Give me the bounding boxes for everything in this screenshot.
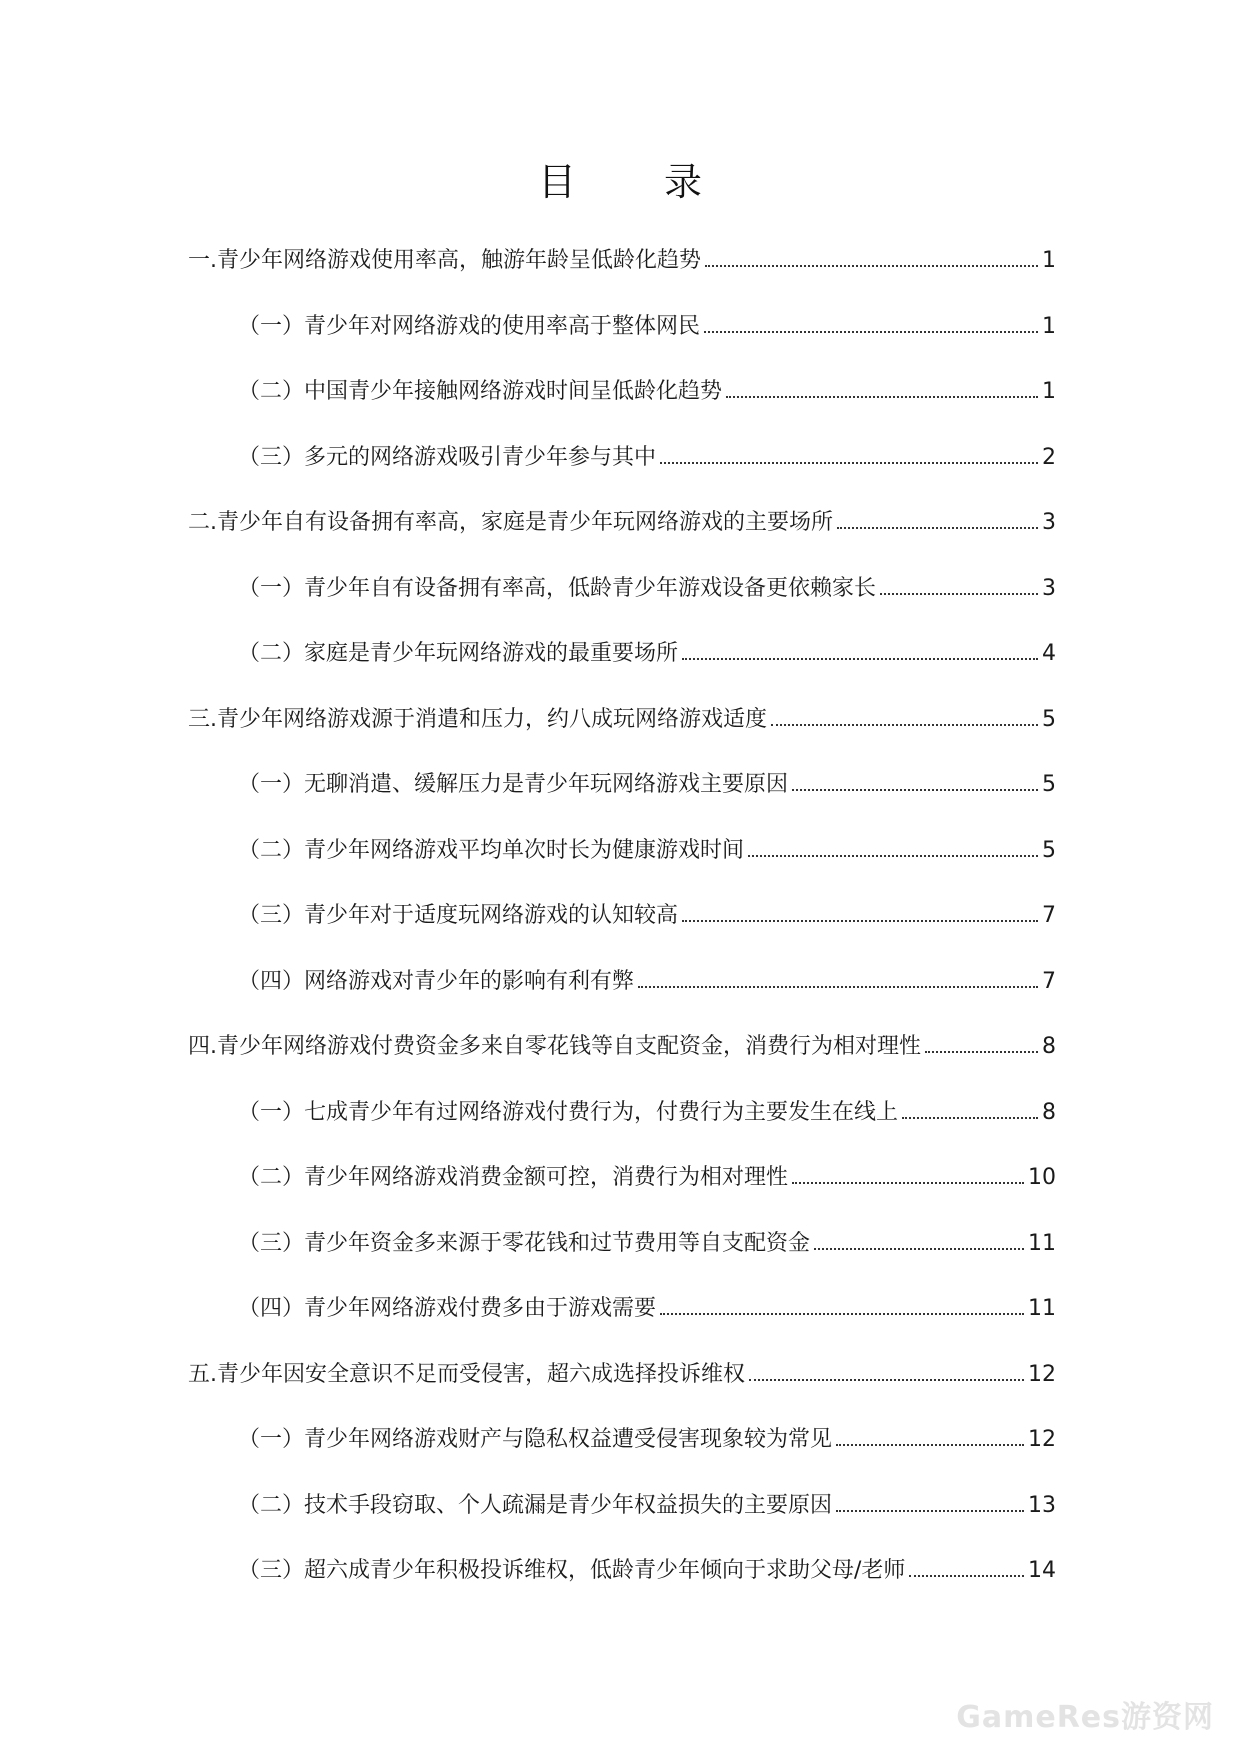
toc-entry-label: （二）家庭是青少年玩网络游戏的最重要场所 bbox=[238, 641, 679, 666]
toc-subsection-entry[interactable] bbox=[188, 377, 1056, 443]
table-of-contents bbox=[188, 246, 1056, 1622]
toc-section-entry[interactable] bbox=[188, 705, 1056, 771]
toc-entry-label: （一）无聊消遣、缓解压力是青少年玩网络游戏主要原因 bbox=[238, 772, 789, 797]
toc-dot-leader bbox=[682, 658, 1038, 660]
toc-entry-label: （一）七成青少年有过网络游戏付费行为，付费行为主要发生在线上 bbox=[238, 1099, 899, 1125]
toc-dot-leader bbox=[682, 920, 1038, 922]
toc-page-number: 8 bbox=[1042, 1099, 1056, 1125]
toc-subsection-entry[interactable] bbox=[188, 901, 1056, 967]
toc-dot-leader bbox=[705, 265, 1038, 267]
toc-page-number: 12 bbox=[1028, 1361, 1056, 1387]
toc-dot-leader bbox=[748, 855, 1038, 857]
toc-entry-label: 二.青少年自有设备拥有率高，家庭是青少年玩网络游戏的主要场所 bbox=[188, 510, 833, 535]
toc-dot-leader bbox=[660, 462, 1038, 464]
toc-dot-leader bbox=[909, 1575, 1024, 1577]
toc-entry-label: （一）青少年自有设备拥有率高，低龄青少年游戏设备更依赖家长 bbox=[238, 575, 877, 601]
toc-dot-leader bbox=[726, 396, 1038, 398]
toc-page-number: 11 bbox=[1028, 1296, 1056, 1321]
toc-subsection-entry[interactable] bbox=[188, 443, 1056, 509]
toc-entry-label: （三）青少年资金多来源于零花钱和过节费用等自支配资金 bbox=[238, 1230, 811, 1256]
toc-dot-leader bbox=[638, 986, 1038, 988]
toc-page-number: 13 bbox=[1028, 1492, 1056, 1518]
toc-entry-label: （二）中国青少年接触网络游戏时间呈低龄化趋势 bbox=[238, 379, 723, 404]
toc-subsection-entry[interactable] bbox=[188, 836, 1056, 902]
toc-page-number: 10 bbox=[1028, 1165, 1056, 1190]
toc-page-number: 5 bbox=[1042, 706, 1056, 732]
toc-entry-label: （二）技术手段窃取、个人疏漏是青少年权益损失的主要原因 bbox=[238, 1492, 833, 1518]
toc-dot-leader bbox=[771, 724, 1038, 726]
toc-entry-label: （四）青少年网络游戏付费多由于游戏需要 bbox=[238, 1296, 657, 1321]
toc-subsection-entry[interactable] bbox=[188, 1491, 1056, 1557]
toc-subsection-entry[interactable] bbox=[188, 1294, 1056, 1360]
toc-page-number: 14 bbox=[1028, 1558, 1056, 1583]
toc-dot-leader bbox=[660, 1313, 1024, 1315]
toc-page-number: 5 bbox=[1042, 772, 1056, 797]
toc-dot-leader bbox=[792, 1182, 1024, 1184]
watermark-logo: GameRes游资网 bbox=[956, 1700, 1214, 1735]
toc-dot-leader bbox=[925, 1051, 1038, 1053]
toc-entry-label: （二）青少年网络游戏平均单次时长为健康游戏时间 bbox=[238, 837, 745, 863]
toc-section-entry[interactable] bbox=[188, 508, 1056, 574]
toc-page-number: 5 bbox=[1042, 837, 1056, 863]
toc-entry-label: （三）青少年对于适度玩网络游戏的认知较高 bbox=[238, 903, 679, 928]
toc-section-entry[interactable] bbox=[188, 246, 1056, 312]
toc-subsection-entry[interactable] bbox=[188, 967, 1056, 1033]
toc-page-number: 8 bbox=[1042, 1034, 1056, 1059]
toc-entry-label: （三）多元的网络游戏吸引青少年参与其中 bbox=[238, 444, 657, 470]
toc-subsection-entry[interactable] bbox=[188, 639, 1056, 705]
toc-subsection-entry[interactable] bbox=[188, 770, 1056, 836]
toc-entry-label: （一）青少年网络游戏财产与隐私权益遭受侵害现象较为常见 bbox=[238, 1427, 833, 1452]
toc-entry-label: （三）超六成青少年积极投诉维权，低龄青少年倾向于求助父母/老师 bbox=[238, 1558, 906, 1583]
toc-entry-label: 四.青少年网络游戏付费资金多来自零花钱等自支配资金，消费行为相对理性 bbox=[188, 1034, 921, 1059]
toc-subsection-entry[interactable] bbox=[188, 1425, 1056, 1491]
toc-page-number: 3 bbox=[1042, 575, 1056, 601]
toc-entry-label: （一）青少年对网络游戏的使用率高于整体网民 bbox=[238, 313, 701, 339]
toc-dot-leader bbox=[836, 1510, 1024, 1512]
toc-page-number: 11 bbox=[1028, 1230, 1056, 1256]
toc-page-number: 1 bbox=[1042, 379, 1056, 404]
toc-dot-leader bbox=[880, 593, 1038, 595]
toc-entry-label: （四）网络游戏对青少年的影响有利有弊 bbox=[238, 968, 635, 994]
toc-page-number: 4 bbox=[1042, 641, 1056, 666]
toc-page-number: 1 bbox=[1042, 313, 1056, 339]
toc-dot-leader bbox=[704, 331, 1038, 333]
page-title: 目 录 bbox=[537, 160, 741, 204]
toc-page-number: 3 bbox=[1042, 510, 1056, 535]
toc-section-entry[interactable] bbox=[188, 1032, 1056, 1098]
toc-entry-label: （二）青少年网络游戏消费金额可控，消费行为相对理性 bbox=[238, 1165, 789, 1190]
toc-page-number: 7 bbox=[1042, 968, 1056, 994]
toc-dot-leader bbox=[837, 527, 1038, 529]
toc-subsection-entry[interactable] bbox=[188, 1229, 1056, 1295]
toc-dot-leader bbox=[792, 789, 1038, 791]
toc-subsection-entry[interactable] bbox=[188, 1098, 1056, 1164]
toc-page-number: 7 bbox=[1042, 903, 1056, 928]
toc-subsection-entry[interactable] bbox=[188, 1163, 1056, 1229]
toc-entry-label: 一.青少年网络游戏使用率高，触游年龄呈低龄化趋势 bbox=[188, 248, 701, 273]
toc-page-number: 2 bbox=[1042, 444, 1056, 470]
toc-dot-leader bbox=[814, 1248, 1024, 1250]
toc-dot-leader bbox=[902, 1117, 1038, 1119]
toc-entry-label: 三.青少年网络游戏源于消遣和压力，约八成玩网络游戏适度 bbox=[188, 706, 767, 732]
toc-dot-leader bbox=[836, 1444, 1024, 1446]
toc-entry-label: 五.青少年因安全意识不足而受侵害，超六成选择投诉维权 bbox=[188, 1361, 745, 1387]
toc-page-number: 1 bbox=[1042, 248, 1056, 273]
toc-section-entry[interactable] bbox=[188, 1360, 1056, 1426]
toc-subsection-entry[interactable] bbox=[188, 574, 1056, 640]
toc-subsection-entry[interactable] bbox=[188, 1556, 1056, 1622]
toc-subsection-entry[interactable] bbox=[188, 312, 1056, 378]
toc-page-number: 12 bbox=[1028, 1427, 1056, 1452]
toc-dot-leader bbox=[749, 1379, 1024, 1381]
